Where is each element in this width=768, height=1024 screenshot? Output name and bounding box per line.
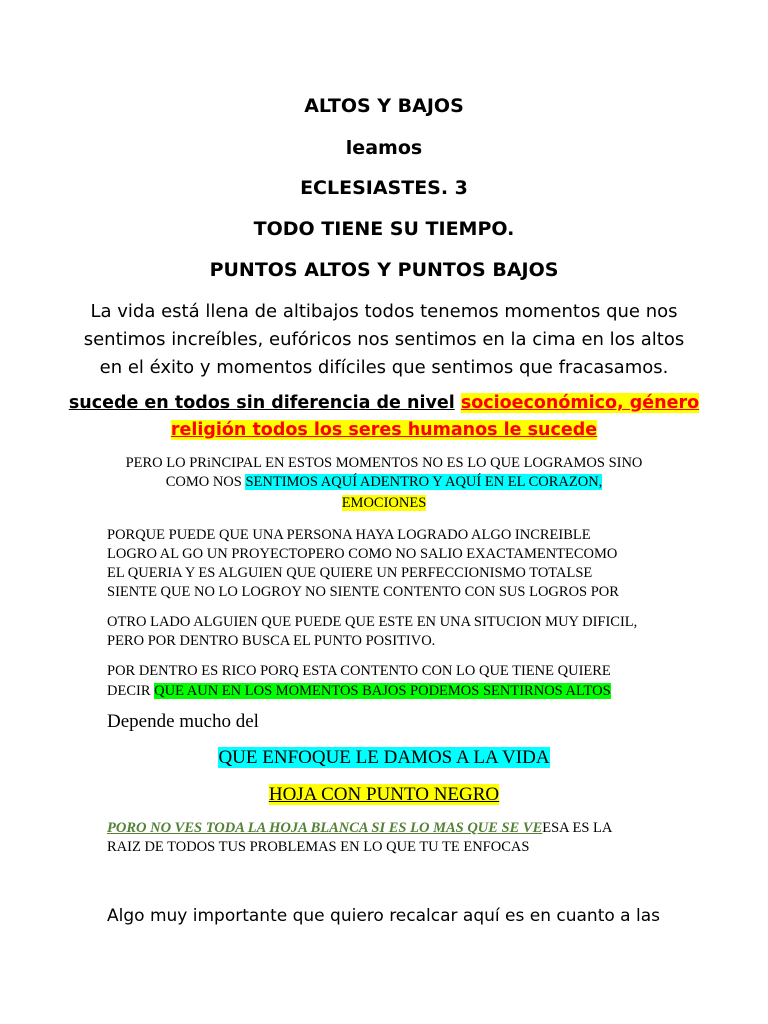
- page-title: ALTOS Y BAJOS: [304, 95, 464, 117]
- intro-paragraph: [0, 298, 768, 382]
- dentro-text: DECIR: [107, 683, 151, 699]
- closing-text: Algo muy importante que quiero recalcar aquí es en cuanto a las: [107, 906, 660, 926]
- dentro-line: POR DENTRO ES RICO PORQ ESTA CONTENTO CON LO QUE TIENE QUIERE: [107, 663, 611, 679]
- intro-line: La vida está llena de altibajos todos tenemos momentos que nos: [90, 301, 678, 322]
- porque-paragraph: [107, 526, 727, 602]
- principal-line: PERO LO PRiNCIPAL EN ESTOS MOMENTOS NO ES LO QUE LOGRAMOS SINO: [125, 455, 643, 471]
- principal-text: COMO NOS: [165, 474, 242, 490]
- scripture-reference: ECLESIASTES. 3: [300, 177, 468, 199]
- hoja-highlight: HOJA CON PUNTO NEGRO: [268, 784, 500, 805]
- enfoque-highlight: QUE ENFOQUE LE DAMOS A LA VIDA: [218, 747, 550, 768]
- sucede-highlight: religión todos los seres humanos le sucede: [170, 420, 598, 440]
- otro-paragraph: [107, 613, 727, 651]
- sucede-text: sucede en todos sin diferencia de nivel: [68, 393, 455, 413]
- poro-line: RAIZ DE TODOS TUS PROBLEMAS EN LO QUE TU TE ENFOCAS: [107, 839, 530, 855]
- intro-line: sentimos increíbles, eufóricos nos sentimos en la cima en los altos: [83, 329, 685, 350]
- dentro-highlight: QUE AUN EN LOS MOMENTOS BAJOS PODEMOS SENTIRNOS ALTOS: [154, 683, 611, 699]
- emotions-highlight: EMOCIONES: [341, 495, 427, 511]
- poro-text: ESA ES LA: [542, 820, 613, 836]
- page-subtitle: leamos: [345, 137, 423, 159]
- poro-paragraph: [107, 819, 737, 857]
- sucede-paragraph: [0, 390, 768, 444]
- enfoque-line: [0, 747, 768, 769]
- hoja-line: [0, 784, 768, 806]
- dentro-paragraph: [107, 661, 727, 701]
- porque-line: LOGRO AL GO UN PROYECTOPERO COMO NO SALIO EXACTAMENTECOMO: [107, 546, 618, 562]
- porque-line: EL QUERIA Y ES ALGUIEN QUE QUIERE UN PERFECCIONISMO TOTALSE: [107, 565, 593, 581]
- principal-paragraph: [0, 454, 768, 513]
- topic-heading: PUNTOS ALTOS Y PUNTOS BAJOS: [209, 259, 559, 281]
- poro-green-text: PORO NO VES TODA LA HOJA BLANCA SI ES LO MAS QUE SE VE: [107, 820, 543, 836]
- otro-line: OTRO LADO ALGUIEN QUE PUEDE QUE ESTE EN UNA SITUCION MUY DIFICIL,: [107, 614, 638, 630]
- principal-highlight: SENTIMOS AQUÍ ADENTRO Y AQUÍ EN EL CORAZON,: [245, 474, 603, 490]
- porque-line: SIENTE QUE NO LO LOGROY NO SIENTE CONTENTO CON SUS LOGROS POR: [107, 584, 619, 600]
- sucede-highlight: socioeconómico, género: [460, 393, 700, 413]
- intro-line: en el éxito y momentos difíciles que sentimos que fracasamos.: [99, 357, 669, 378]
- theme-heading: TODO TIENE SU TIEMPO.: [253, 218, 515, 240]
- depende-text: Depende mucho del: [107, 711, 259, 732]
- porque-line: PORQUE PUEDE QUE UNA PERSONA HAYA LOGRADO ALGO INCREIBLE: [107, 527, 591, 543]
- otro-line: PERO POR DENTRO BUSCA EL PUNTO POSITIVO.: [107, 633, 436, 649]
